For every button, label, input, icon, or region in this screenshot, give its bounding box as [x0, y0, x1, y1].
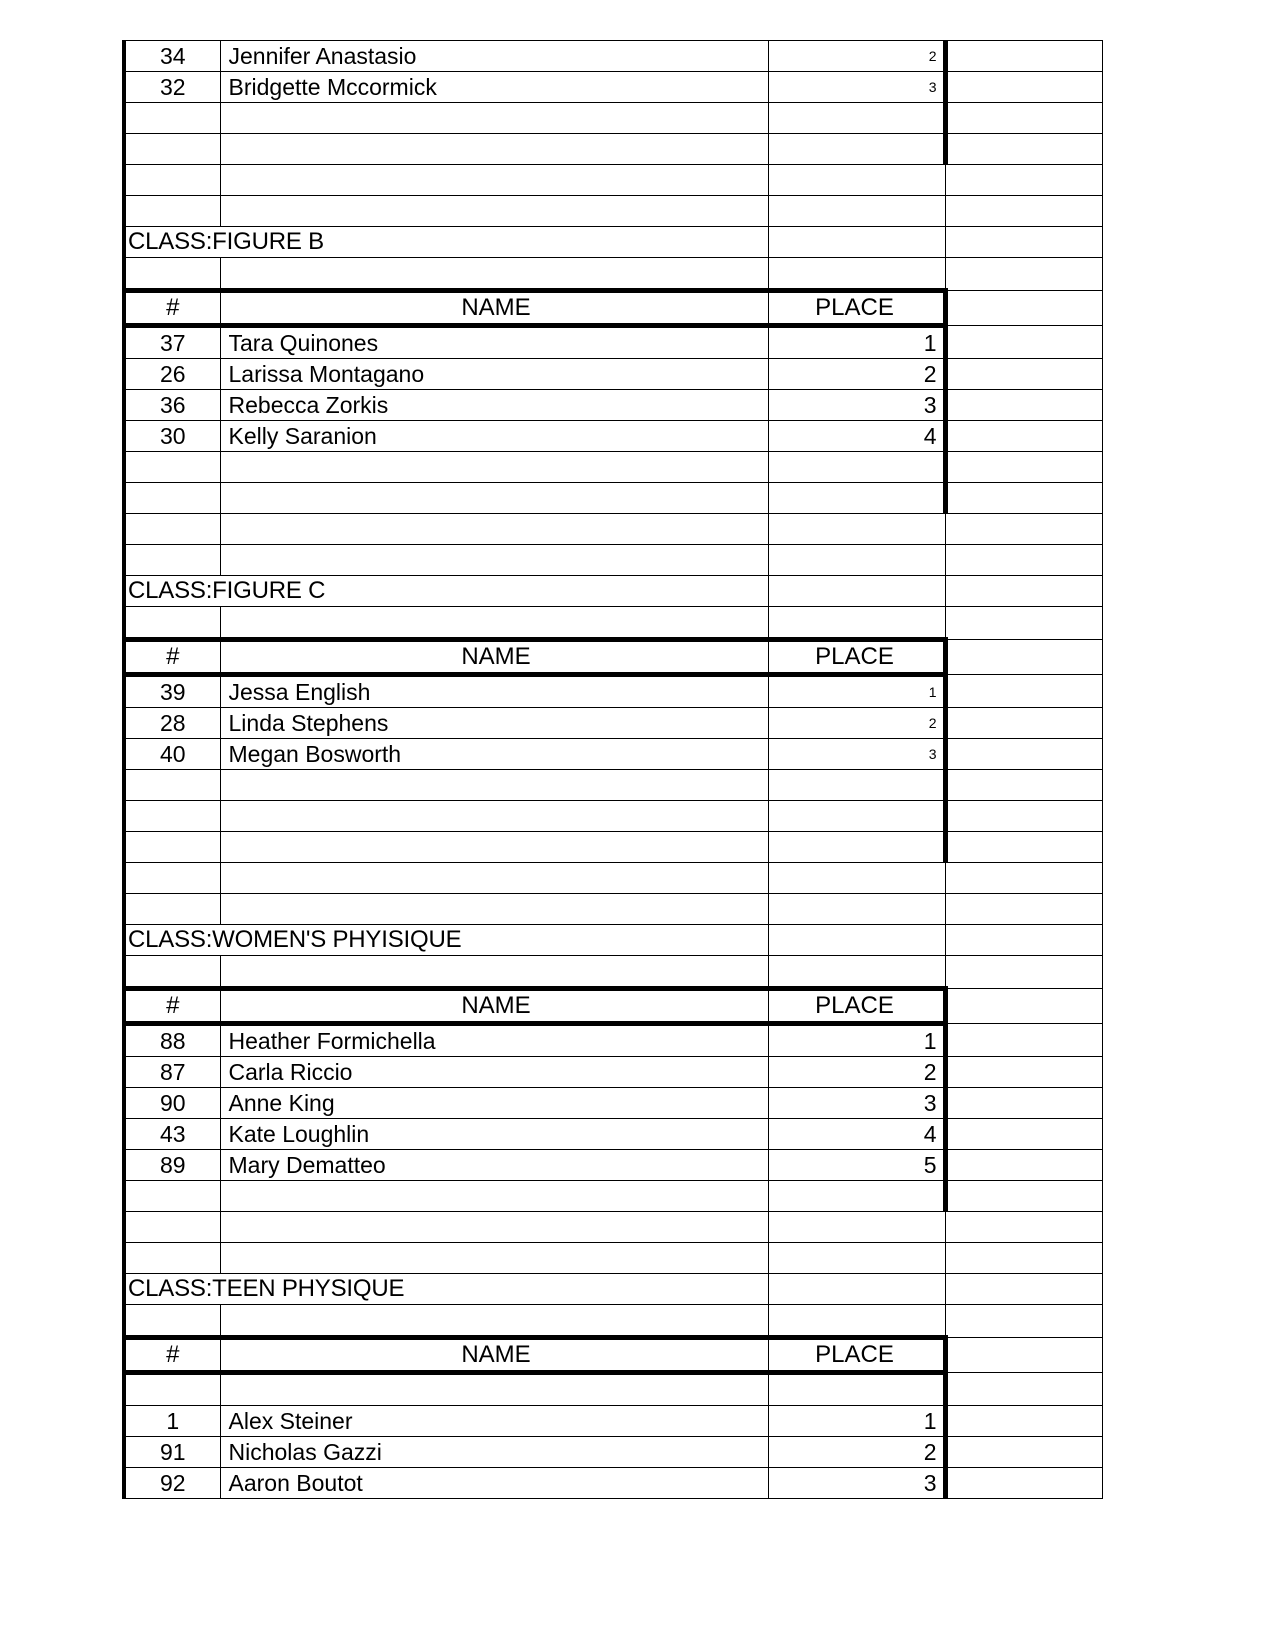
empty-cell — [945, 1057, 1102, 1088]
competitor-number: 1 — [124, 1406, 220, 1437]
empty-cell — [220, 956, 768, 989]
empty-row — [124, 483, 1102, 514]
empty-cell — [124, 832, 220, 863]
competitor-name: Kelly Saranion — [220, 421, 768, 452]
empty-row — [124, 607, 1102, 640]
empty-cell — [124, 165, 220, 196]
empty-cell — [945, 72, 1102, 103]
empty-cell — [768, 956, 945, 989]
empty-cell — [945, 1150, 1102, 1181]
empty-cell — [945, 708, 1102, 739]
empty-cell — [945, 514, 1102, 545]
empty-cell — [945, 832, 1102, 863]
competitor-name: Mary Dematteo — [220, 1150, 768, 1181]
table-row — [124, 708, 1102, 739]
empty-cell — [945, 452, 1102, 483]
empty-cell — [124, 1212, 220, 1243]
empty-cell — [768, 452, 945, 483]
empty-cell — [945, 640, 1102, 675]
column-header-place: PLACE — [768, 291, 945, 326]
competitor-place: 4 — [768, 1119, 945, 1150]
empty-cell — [220, 258, 768, 291]
empty-cell — [945, 863, 1102, 894]
empty-cell — [124, 770, 220, 801]
competitor-place: 1 — [768, 326, 945, 359]
competitor-name: Alex Steiner — [220, 1406, 768, 1437]
empty-cell — [945, 1305, 1102, 1338]
empty-cell — [945, 1088, 1102, 1119]
competitor-place: 3 — [768, 739, 945, 770]
table-row — [124, 359, 1102, 390]
empty-cell — [220, 770, 768, 801]
empty-cell — [124, 103, 220, 134]
empty-cell — [768, 1305, 945, 1338]
table-row — [124, 1406, 1102, 1437]
empty-cell — [945, 739, 1102, 770]
empty-cell — [945, 989, 1102, 1024]
column-header-place: PLACE — [768, 1338, 945, 1373]
table-row — [124, 1119, 1102, 1150]
table-row — [124, 1057, 1102, 1088]
empty-cell — [768, 576, 945, 607]
competitor-name: Jessa English — [220, 675, 768, 708]
empty-cell — [945, 1406, 1102, 1437]
empty-row — [124, 1305, 1102, 1338]
empty-cell — [945, 421, 1102, 452]
class-title-row — [124, 1274, 1102, 1305]
empty-cell — [945, 576, 1102, 607]
empty-cell — [124, 483, 220, 514]
empty-cell — [124, 514, 220, 545]
competitor-number: 92 — [124, 1468, 220, 1499]
empty-cell — [945, 359, 1102, 390]
empty-cell — [220, 134, 768, 165]
column-header-place: PLACE — [768, 640, 945, 675]
empty-cell — [945, 196, 1102, 227]
competitor-number: 89 — [124, 1150, 220, 1181]
competitor-place: 3 — [768, 1468, 945, 1499]
competitor-place: 1 — [768, 1406, 945, 1437]
empty-cell — [945, 770, 1102, 801]
column-header-number: # — [124, 291, 220, 326]
empty-row — [124, 103, 1102, 134]
column-header-name: NAME — [220, 291, 768, 326]
competitor-place: 2 — [768, 41, 945, 72]
table-row — [124, 1150, 1102, 1181]
competitor-place: 2 — [768, 708, 945, 739]
empty-cell — [124, 196, 220, 227]
empty-cell — [124, 1373, 220, 1406]
empty-cell — [768, 863, 945, 894]
empty-cell — [124, 801, 220, 832]
empty-row — [124, 134, 1102, 165]
empty-row — [124, 258, 1102, 291]
table-row — [124, 41, 1102, 72]
results-table — [122, 40, 1103, 1499]
empty-cell — [768, 103, 945, 134]
empty-cell — [220, 165, 768, 196]
empty-cell — [220, 1243, 768, 1274]
competitor-name: Nicholas Gazzi — [220, 1437, 768, 1468]
empty-cell — [945, 925, 1102, 956]
competitor-number: 26 — [124, 359, 220, 390]
class-title: CLASS:TEEN PHYSIQUE — [124, 1274, 768, 1305]
empty-cell — [220, 196, 768, 227]
competitor-number: 88 — [124, 1024, 220, 1057]
empty-cell — [945, 956, 1102, 989]
empty-cell — [945, 291, 1102, 326]
competitor-place: 2 — [768, 1057, 945, 1088]
empty-cell — [124, 452, 220, 483]
competitor-number: 37 — [124, 326, 220, 359]
empty-cell — [945, 1338, 1102, 1373]
competitor-name: Heather Formichella — [220, 1024, 768, 1057]
empty-cell — [768, 607, 945, 640]
competitor-place: 1 — [768, 675, 945, 708]
column-header-name: NAME — [220, 1338, 768, 1373]
empty-cell — [945, 545, 1102, 576]
empty-row — [124, 514, 1102, 545]
competitor-number: 36 — [124, 390, 220, 421]
table-row — [124, 675, 1102, 708]
column-header-row — [124, 640, 1102, 675]
empty-cell — [768, 894, 945, 925]
empty-row — [124, 863, 1102, 894]
competitor-place: 3 — [768, 1088, 945, 1119]
empty-row — [124, 1212, 1102, 1243]
empty-cell — [220, 483, 768, 514]
column-header-name: NAME — [220, 640, 768, 675]
empty-cell — [768, 483, 945, 514]
empty-cell — [768, 1373, 945, 1406]
empty-cell — [124, 134, 220, 165]
table-row — [124, 1024, 1102, 1057]
empty-cell — [220, 607, 768, 640]
empty-cell — [220, 1181, 768, 1212]
competitor-place: 2 — [768, 1437, 945, 1468]
empty-cell — [220, 545, 768, 576]
class-title-row — [124, 576, 1102, 607]
competitor-name: Linda Stephens — [220, 708, 768, 739]
empty-row — [124, 770, 1102, 801]
competitor-place: 4 — [768, 421, 945, 452]
empty-cell — [768, 165, 945, 196]
empty-cell — [220, 1212, 768, 1243]
empty-cell — [945, 607, 1102, 640]
empty-cell — [124, 863, 220, 894]
empty-cell — [945, 134, 1102, 165]
empty-cell — [124, 607, 220, 640]
empty-cell — [945, 483, 1102, 514]
empty-cell — [945, 390, 1102, 421]
empty-cell — [945, 675, 1102, 708]
column-header-row — [124, 989, 1102, 1024]
competitor-place: 3 — [768, 72, 945, 103]
empty-cell — [945, 1243, 1102, 1274]
column-header-row — [124, 1338, 1102, 1373]
empty-cell — [945, 1024, 1102, 1057]
empty-cell — [945, 1468, 1102, 1499]
empty-row — [124, 1373, 1102, 1406]
competitor-name: Jennifer Anastasio — [220, 41, 768, 72]
empty-row — [124, 196, 1102, 227]
empty-cell — [124, 956, 220, 989]
column-header-number: # — [124, 1338, 220, 1373]
empty-cell — [220, 452, 768, 483]
empty-cell — [220, 894, 768, 925]
empty-cell — [124, 894, 220, 925]
empty-cell — [945, 165, 1102, 196]
empty-cell — [768, 1212, 945, 1243]
competitor-number: 30 — [124, 421, 220, 452]
empty-cell — [124, 545, 220, 576]
empty-cell — [945, 894, 1102, 925]
empty-cell — [220, 1305, 768, 1338]
competitor-name: Bridgette Mccormick — [220, 72, 768, 103]
competitor-name: Rebecca Zorkis — [220, 390, 768, 421]
empty-cell — [768, 832, 945, 863]
competitor-number: 87 — [124, 1057, 220, 1088]
competitor-number: 39 — [124, 675, 220, 708]
empty-cell — [945, 1373, 1102, 1406]
competitor-number: 43 — [124, 1119, 220, 1150]
empty-cell — [945, 258, 1102, 291]
table-row — [124, 1088, 1102, 1119]
empty-cell — [124, 1243, 220, 1274]
table-row — [124, 1468, 1102, 1499]
table-row — [124, 1437, 1102, 1468]
empty-cell — [768, 227, 945, 258]
competitor-place: 1 — [768, 1024, 945, 1057]
empty-cell — [768, 770, 945, 801]
competitor-place: 2 — [768, 359, 945, 390]
empty-cell — [945, 103, 1102, 134]
column-header-place: PLACE — [768, 989, 945, 1024]
empty-cell — [945, 1437, 1102, 1468]
empty-cell — [945, 326, 1102, 359]
empty-row — [124, 801, 1102, 832]
table-row — [124, 421, 1102, 452]
empty-cell — [945, 41, 1102, 72]
class-title: CLASS:FIGURE C — [124, 576, 768, 607]
competitor-name: Megan Bosworth — [220, 739, 768, 770]
empty-cell — [945, 227, 1102, 258]
empty-row — [124, 894, 1102, 925]
table-row — [124, 326, 1102, 359]
empty-row — [124, 832, 1102, 863]
empty-cell — [768, 545, 945, 576]
class-title: CLASS:WOMEN'S PHYISIQUE — [124, 925, 768, 956]
column-header-number: # — [124, 640, 220, 675]
results-sheet — [122, 40, 1100, 1499]
competitor-name: Aaron Boutot — [220, 1468, 768, 1499]
empty-row — [124, 956, 1102, 989]
empty-cell — [768, 514, 945, 545]
table-row — [124, 72, 1102, 103]
empty-cell — [768, 258, 945, 291]
empty-cell — [768, 1274, 945, 1305]
empty-cell — [220, 514, 768, 545]
competitor-number: 32 — [124, 72, 220, 103]
empty-cell — [124, 1305, 220, 1338]
empty-cell — [768, 925, 945, 956]
class-title: CLASS:FIGURE B — [124, 227, 768, 258]
empty-cell — [220, 863, 768, 894]
class-title-row — [124, 925, 1102, 956]
empty-row — [124, 1243, 1102, 1274]
empty-cell — [220, 801, 768, 832]
table-row — [124, 390, 1102, 421]
empty-cell — [768, 134, 945, 165]
column-header-name: NAME — [220, 989, 768, 1024]
empty-cell — [124, 258, 220, 291]
competitor-name: Kate Loughlin — [220, 1119, 768, 1150]
table-row — [124, 739, 1102, 770]
competitor-number: 40 — [124, 739, 220, 770]
empty-cell — [945, 1212, 1102, 1243]
competitor-name: Anne King — [220, 1088, 768, 1119]
empty-row — [124, 545, 1102, 576]
empty-cell — [768, 1243, 945, 1274]
competitor-number: 90 — [124, 1088, 220, 1119]
empty-cell — [768, 1181, 945, 1212]
competitor-number: 28 — [124, 708, 220, 739]
competitor-name: Carla Riccio — [220, 1057, 768, 1088]
empty-row — [124, 165, 1102, 196]
empty-cell — [220, 832, 768, 863]
column-header-number: # — [124, 989, 220, 1024]
competitor-name: Larissa Montagano — [220, 359, 768, 390]
empty-cell — [945, 1181, 1102, 1212]
competitor-number: 91 — [124, 1437, 220, 1468]
empty-cell — [768, 801, 945, 832]
class-title-row — [124, 227, 1102, 258]
competitor-place: 3 — [768, 390, 945, 421]
empty-cell — [124, 1181, 220, 1212]
empty-row — [124, 452, 1102, 483]
empty-cell — [220, 103, 768, 134]
empty-row — [124, 1181, 1102, 1212]
column-header-row — [124, 291, 1102, 326]
competitor-number: 34 — [124, 41, 220, 72]
competitor-place: 5 — [768, 1150, 945, 1181]
empty-cell — [945, 801, 1102, 832]
competitor-name: Tara Quinones — [220, 326, 768, 359]
empty-cell — [220, 1373, 768, 1406]
empty-cell — [945, 1274, 1102, 1305]
empty-cell — [945, 1119, 1102, 1150]
empty-cell — [768, 196, 945, 227]
